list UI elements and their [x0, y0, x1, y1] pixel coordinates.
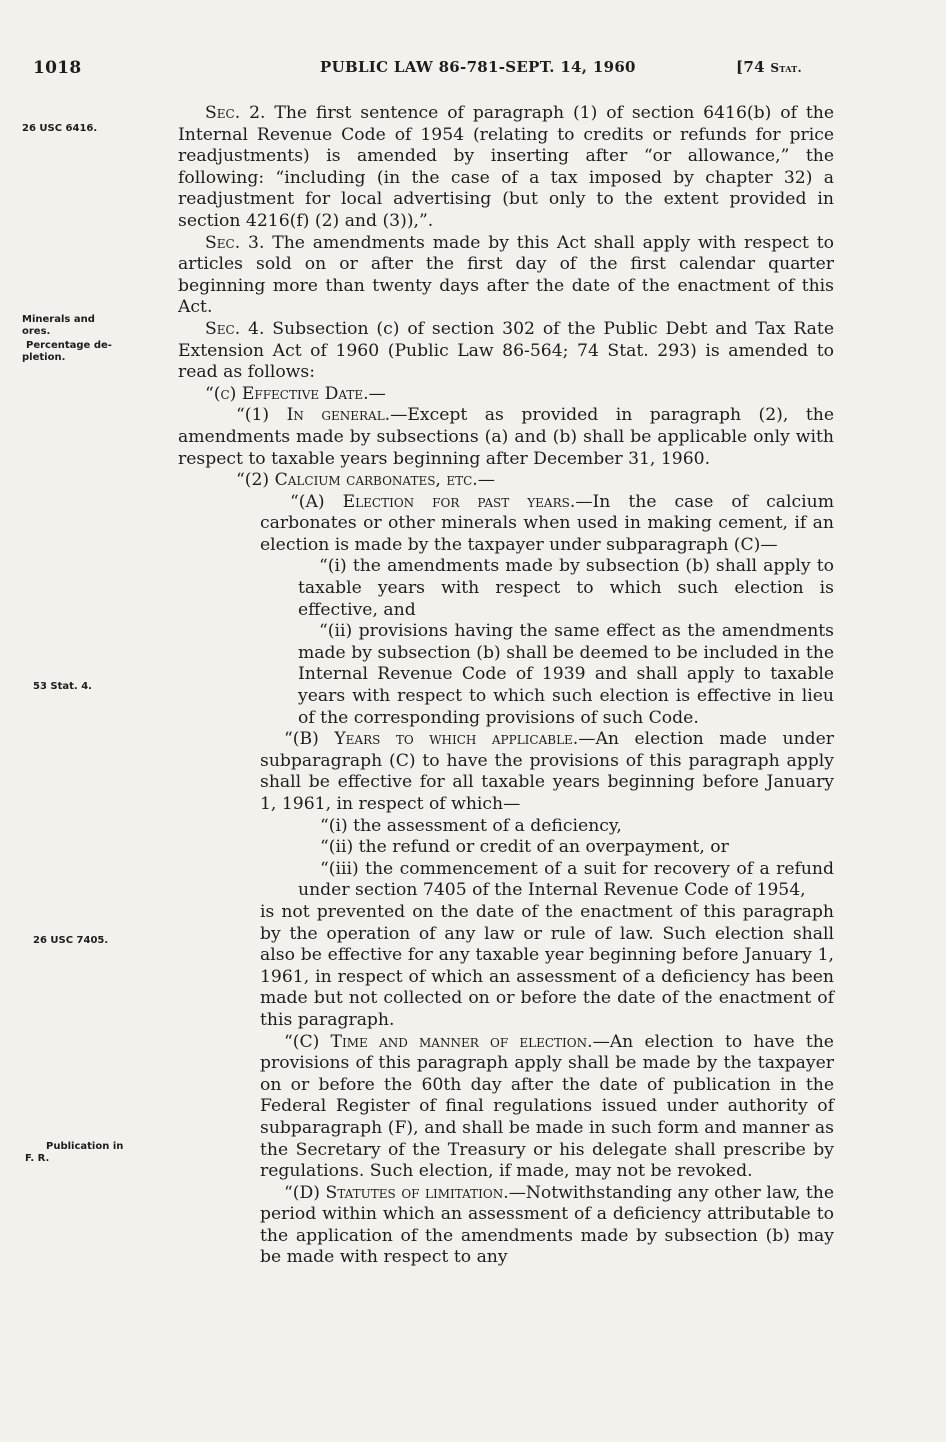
subparagraph-d-label: “(D) Statutes of limitation.: [284, 1182, 509, 1203]
margin-note-53-stat: 53 Stat. 4.: [33, 681, 92, 692]
subsection-c-heading: “(c) Effective Date.—: [205, 383, 386, 404]
subparagraph-c-text: —An election to have the provisions of this paragraph apply shall be made by the taxpayer on or before the 60th day after the date of publication in the Federal Register of final regulations issued under authority of subparagraph (F), and shall be made in such form and manner as the Secretary of the Treasury or his delegate shall prescribe by regulations. Such election, if made, may not be revoked.: [260, 1031, 834, 1182]
stat-reference: [736, 58, 802, 76]
section-3-text: The amendments made by this Act shall apply with respect to articles sold on or after the first day of the first calendar quarter beginning more than twenty days after the date of the enactment of this Act.: [178, 232, 834, 318]
section-4-label: Sec. 4.: [205, 318, 265, 339]
subparagraph-c: [178, 1032, 834, 1183]
paragraph-1-label: “(1) In general.: [236, 405, 391, 426]
margin-note-minerals-1: Minerals and: [22, 314, 95, 325]
subparagraph-a-label: “(A) Election for past years.: [290, 491, 576, 512]
subparagraph-a: [178, 492, 834, 557]
margin-note-depletion-1: Percentage de-: [26, 340, 112, 351]
clause-a-ii: “(ii) provisions having the same effect as the amendments made by subsection (b) shall be deemed to be included in the Internal Revenue Code of 1939 and shall apply to taxable years with respect to which such election is effective in lieu of the corresponding provisions of such Code.: [298, 621, 834, 728]
section-3-label: Sec. 3.: [205, 232, 265, 253]
clause-b-ii: “(ii) the refund or credit of an overpayment, or: [320, 837, 729, 858]
subparagraph-b: [178, 729, 834, 815]
margin-note-usc-6416: 26 USC 6416.: [22, 123, 98, 134]
statute-body: [178, 103, 834, 1269]
subparagraph-a-text: —In the case of calcium carbonates or other minerals when used in making cement, if an election is made by the taxpayer under subparagraph (C)—: [260, 491, 834, 555]
subparagraph-d-text: —Notwithstanding any other law, the period within which an assessment of a deficiency attributable to the application of the amendments made by subsection (b) may be made with respect to any: [260, 1182, 834, 1268]
page-number: 1018: [33, 58, 82, 78]
stat-prefix: [74: [736, 58, 771, 76]
margin-note-depletion-2: pletion.: [22, 352, 66, 363]
section-2-label: Sec. 2.: [205, 103, 266, 123]
margin-note-minerals-2: ores.: [22, 326, 51, 337]
section-3: [178, 233, 834, 319]
section-2-text: The first sentence of paragraph (1) of section 6416(b) of the Internal Revenue Code of 1954 (relating to credits or refunds for price readjustments) is amended by inserting after “or allowance,” the following: “including (in the case of a tax imposed by chapter 32) a readjustment for local advertising (but only to the extent provided in section 4216(f) (2) and (3)),”.: [178, 103, 834, 231]
margin-note-usc-7405: 26 USC 7405.: [33, 935, 109, 946]
section-4-text: Subsection (c) of section 302 of the Public Debt and Tax Rate Extension Act of 1960 (Public Law 86-564; 74 Stat. 293) is amended to read as follows:: [178, 318, 834, 383]
subparagraph-c-label: “(C) Time and manner of election.: [284, 1031, 593, 1052]
subparagraph-b-label: “(B) Years to which applicable.: [284, 729, 579, 750]
section-2: [178, 103, 834, 233]
margin-note-publication-1: Publication in: [46, 1141, 124, 1152]
paragraph-1-text: —Except as provided in paragraph (2), the amendments made by subsections (a) and (b) shall be applicable only with respect to taxable years beginning after December 31, 1960.: [178, 405, 834, 469]
clause-a-i: “(i) the amendments made by subsection (b) shall apply to taxable years with respect to which such election is effective, and: [298, 556, 834, 620]
section-4: [178, 319, 834, 384]
stat-suffix: Stat.: [770, 61, 802, 75]
paragraph-1: [178, 405, 834, 470]
running-title: PUBLIC LAW 86-781-SEPT. 14, 1960: [320, 58, 636, 76]
subparagraph-b-tail: is not prevented on the date of the enactment of this paragraph by the operation of any law or rule of law. Such election shall also be effective for any taxable year beginning before January 1, 1961, in respect of which an assessment of a deficiency has been made but not collected on or before the date of the enactment of this paragraph.: [260, 901, 834, 1030]
subparagraph-b-text: —An election made under subparagraph (C) to have the provisions of this paragraph apply shall be effective for all taxable years beginning before January 1, 1961, in respect of which—: [260, 729, 834, 814]
clause-b-i: “(i) the assessment of a deficiency,: [320, 815, 622, 836]
clause-b-iii: “(iii) the commencement of a suit for recovery of a refund under section 7405 of the Internal Revenue Code of 1954,: [298, 858, 834, 901]
margin-note-publication-2: F. R.: [25, 1153, 50, 1164]
subparagraph-d: [178, 1183, 834, 1269]
paragraph-2-heading: “(2) Calcium carbonates, etc.—: [236, 470, 495, 491]
